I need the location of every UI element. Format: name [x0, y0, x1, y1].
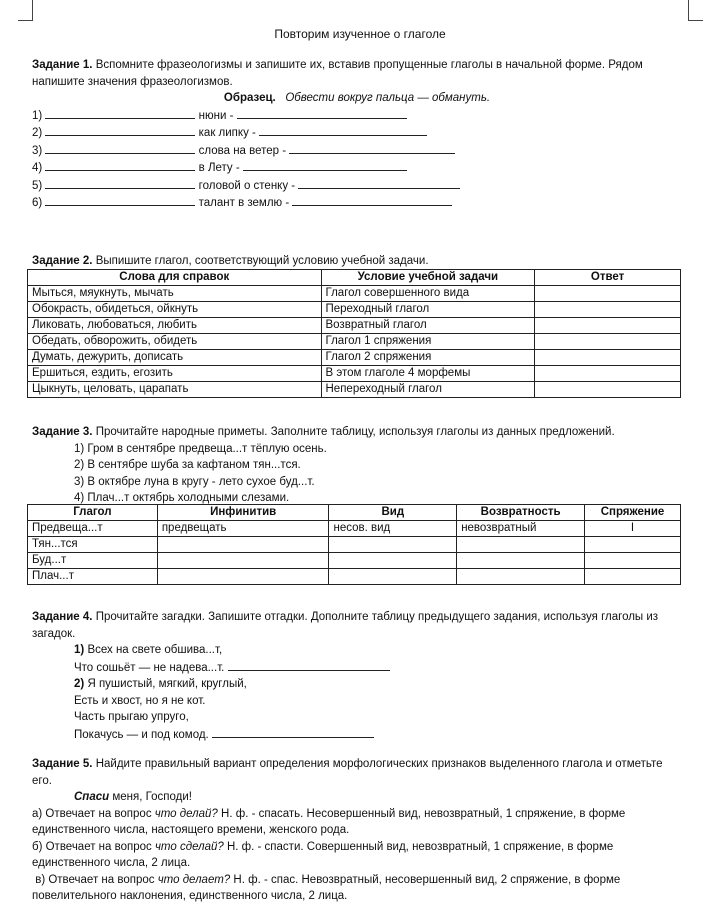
task2-instruction: Задание 2. Выпишите глагол, соответствующий условию учебной задачи.	[32, 255, 429, 267]
meaning-blank[interactable]	[243, 159, 407, 171]
table-header: Вид	[329, 505, 457, 521]
table-row	[28, 318, 681, 334]
task5-option-c[interactable]: в) Отвечает на вопрос что делает? Н. ф. - спас. Невозвратный, несовершенный вид, 2 спряжение, в форме повелительного наклонения, единственного числа, 2 лица.	[32, 873, 621, 902]
item-number: 2)	[32, 127, 43, 139]
task4-instruction: Задание 4. Прочитайте загадки. Запишите отгадки. Дополните таблицу предыдущего задания, используя глаголы из загадок.	[32, 611, 659, 640]
task5-option-a[interactable]: а) Отвечает на вопрос что делай? Н. ф. - спасать. Несовершенный вид, невозвратный, 1 спряжение, в форме единственного числа, настоящего времени, женского рода.	[32, 807, 626, 836]
meaning-blank[interactable]	[259, 124, 427, 136]
task4	[32, 609, 682, 743]
task1-item	[32, 177, 682, 195]
omen-sentence: 3) В октябре луна в кругу - лето сухое буд...т.	[74, 475, 315, 488]
table-cell[interactable]	[585, 553, 681, 569]
table-cell: Тян...тся	[28, 537, 158, 553]
phrase-fragment: в Лету -	[198, 162, 240, 174]
table-cell[interactable]	[585, 537, 681, 553]
riddle2-line3: Часть прыгаю упруго,	[74, 711, 189, 723]
table-cell: Глагол совершенного вида	[321, 286, 535, 302]
table-row	[28, 537, 681, 553]
answer-blank[interactable]	[45, 107, 195, 119]
phrase-fragment: слова на ветер -	[198, 144, 287, 157]
table-cell[interactable]	[535, 334, 681, 350]
table-header: Условие учебной задачи	[321, 270, 535, 286]
table-cell[interactable]	[535, 366, 681, 382]
phrase-fragment: талант в землю -	[198, 197, 290, 209]
meaning-blank[interactable]	[289, 142, 455, 154]
omen-sentence: 1) Гром в сентябре предвеща...т тёплую осень.	[74, 442, 327, 455]
task1-item	[32, 159, 682, 177]
riddle2-line2: Есть и хвост, но я не кот.	[74, 694, 206, 707]
riddle1-line1: 1) Всех на свете обшива...т,	[74, 644, 223, 656]
answer-blank[interactable]	[45, 142, 195, 154]
task1-instruction: Задание 1. Вспомните фразеологизмы и запишите их, вставив пропущенные глаголы в начальной форме. Рядом напишите значения фразеологизмов.	[32, 59, 643, 88]
table-cell: Непереходный глагол	[321, 382, 535, 398]
phrase-fragment: нюни -	[198, 109, 234, 122]
meaning-blank[interactable]	[237, 107, 407, 119]
item-number: 4)	[32, 162, 43, 174]
table-header: Спряжение	[585, 505, 681, 521]
meaning-blank[interactable]	[298, 177, 460, 189]
table-row	[28, 382, 681, 398]
table-cell: В этом глаголе 4 морфемы	[321, 366, 535, 382]
task1	[32, 57, 682, 212]
phrase-fragment: как липку -	[198, 127, 256, 139]
table-cell: Думать, дежурить, дописать	[28, 350, 322, 366]
task5	[32, 756, 682, 905]
task1-item	[32, 124, 682, 142]
table-cell[interactable]	[157, 537, 329, 553]
table-row	[28, 366, 681, 382]
table-cell[interactable]	[457, 553, 585, 569]
task1-item	[32, 107, 682, 125]
item-number: 5)	[32, 179, 43, 192]
table-cell[interactable]	[535, 286, 681, 302]
table-row	[28, 334, 681, 350]
omen-sentence: 4) Плач...т октябрь холодными слезами.	[74, 492, 290, 504]
table-cell: Возвратный глагол	[321, 318, 535, 334]
answer-blank[interactable]	[45, 124, 195, 136]
table-cell[interactable]	[535, 302, 681, 318]
table-cell[interactable]	[585, 569, 681, 585]
table-header: Ответ	[535, 270, 681, 286]
answer-blank[interactable]	[45, 159, 195, 171]
table-header: Инфинитив	[157, 505, 329, 521]
task5-instruction: Задание 5. Найдите правильный вариант определения морфологических признаков выделенного глагола и отметьте его.	[32, 758, 663, 787]
table-cell[interactable]	[457, 537, 585, 553]
table-cell[interactable]: предвещать	[157, 521, 329, 537]
task3-items	[32, 441, 682, 507]
table-cell: Буд...т	[28, 553, 158, 569]
item-number: 6)	[32, 197, 43, 209]
table-cell[interactable]	[457, 569, 585, 585]
task1-item	[32, 194, 682, 212]
table-cell: Мыться, мяукнуть, мычать	[28, 286, 322, 302]
task1-sample: Образец. Обвести вокруг пальца — обмануть.	[223, 92, 491, 104]
riddle1-line2: Что сошьёт — не надева...т.	[32, 659, 682, 677]
table-cell: Предвеща...т	[28, 521, 158, 537]
item-number: 3)	[32, 144, 43, 157]
page-corner-right	[688, 0, 703, 21]
omen-sentence: 2) В сентябре шуба за кафтаном тян...тся.	[74, 459, 301, 471]
table-cell: Глагол 1 спряжения	[321, 334, 535, 350]
table-cell: Цыкнуть, целовать, царапать	[28, 382, 322, 398]
table-cell: Обедать, обворожить, обидеть	[28, 334, 322, 350]
answer-blank[interactable]	[45, 177, 195, 189]
table-cell: Глагол 2 спряжения	[321, 350, 535, 366]
item-number: 1)	[32, 109, 43, 122]
table-cell[interactable]: I	[585, 521, 681, 537]
table-row	[28, 302, 681, 318]
task3-instruction: Задание 3. Прочитайте народные приметы. Заполните таблицу, используя глаголы из данных предложений.	[32, 426, 615, 438]
task1-items	[32, 107, 682, 212]
phrase-fragment: головой о стенку -	[198, 179, 296, 192]
table-header: Глагол	[28, 505, 158, 521]
task5-sentence: Спаси меня, Господи!	[74, 791, 192, 803]
task1-item	[32, 142, 682, 160]
table-cell[interactable]	[535, 382, 681, 398]
table-header: Возвратность	[457, 505, 585, 521]
table-row	[28, 569, 681, 585]
table-header: Слова для справок	[28, 270, 322, 286]
table-row	[28, 350, 681, 366]
table-cell[interactable]	[157, 569, 329, 585]
table-row	[28, 521, 681, 537]
table-cell: Ершиться, ездить, егозить	[28, 366, 322, 382]
page-corner-left	[18, 0, 33, 21]
table-cell: Плач...т	[28, 569, 158, 585]
task3-table	[27, 504, 681, 585]
answer-blank[interactable]	[45, 194, 195, 206]
riddle2-line1: 2) Я пушистый, мягкий, круглый,	[74, 678, 247, 690]
table-cell[interactable]	[535, 318, 681, 334]
table-row	[28, 286, 681, 302]
table-row	[28, 553, 681, 569]
meaning-blank[interactable]	[292, 194, 452, 206]
task2-table	[27, 269, 681, 398]
table-cell[interactable]	[535, 350, 681, 366]
table-cell: Ликовать, любоваться, любить	[28, 318, 322, 334]
table-cell[interactable]	[329, 537, 457, 553]
task5-option-b[interactable]: б) Отвечает на вопрос что сделай? Н. ф. - спасти. Совершенный вид, невозвратный, 1 спряжение, в форме единственного числа, 2 лица.	[32, 840, 614, 869]
task3	[32, 424, 682, 507]
page-title: Повторим изученное о глаголе	[274, 27, 446, 41]
table-cell[interactable]	[329, 553, 457, 569]
table-cell: Переходный глагол	[321, 302, 535, 318]
table-cell: Обокрасть, обидеться, ойкнуть	[28, 302, 322, 318]
riddle2-line4: Покачусь — и под комод.	[32, 726, 682, 744]
table-cell[interactable]	[329, 569, 457, 585]
table-cell[interactable]: несов. вид	[329, 521, 457, 537]
table-cell[interactable]: невозвратный	[457, 521, 585, 537]
table-cell[interactable]	[157, 553, 329, 569]
